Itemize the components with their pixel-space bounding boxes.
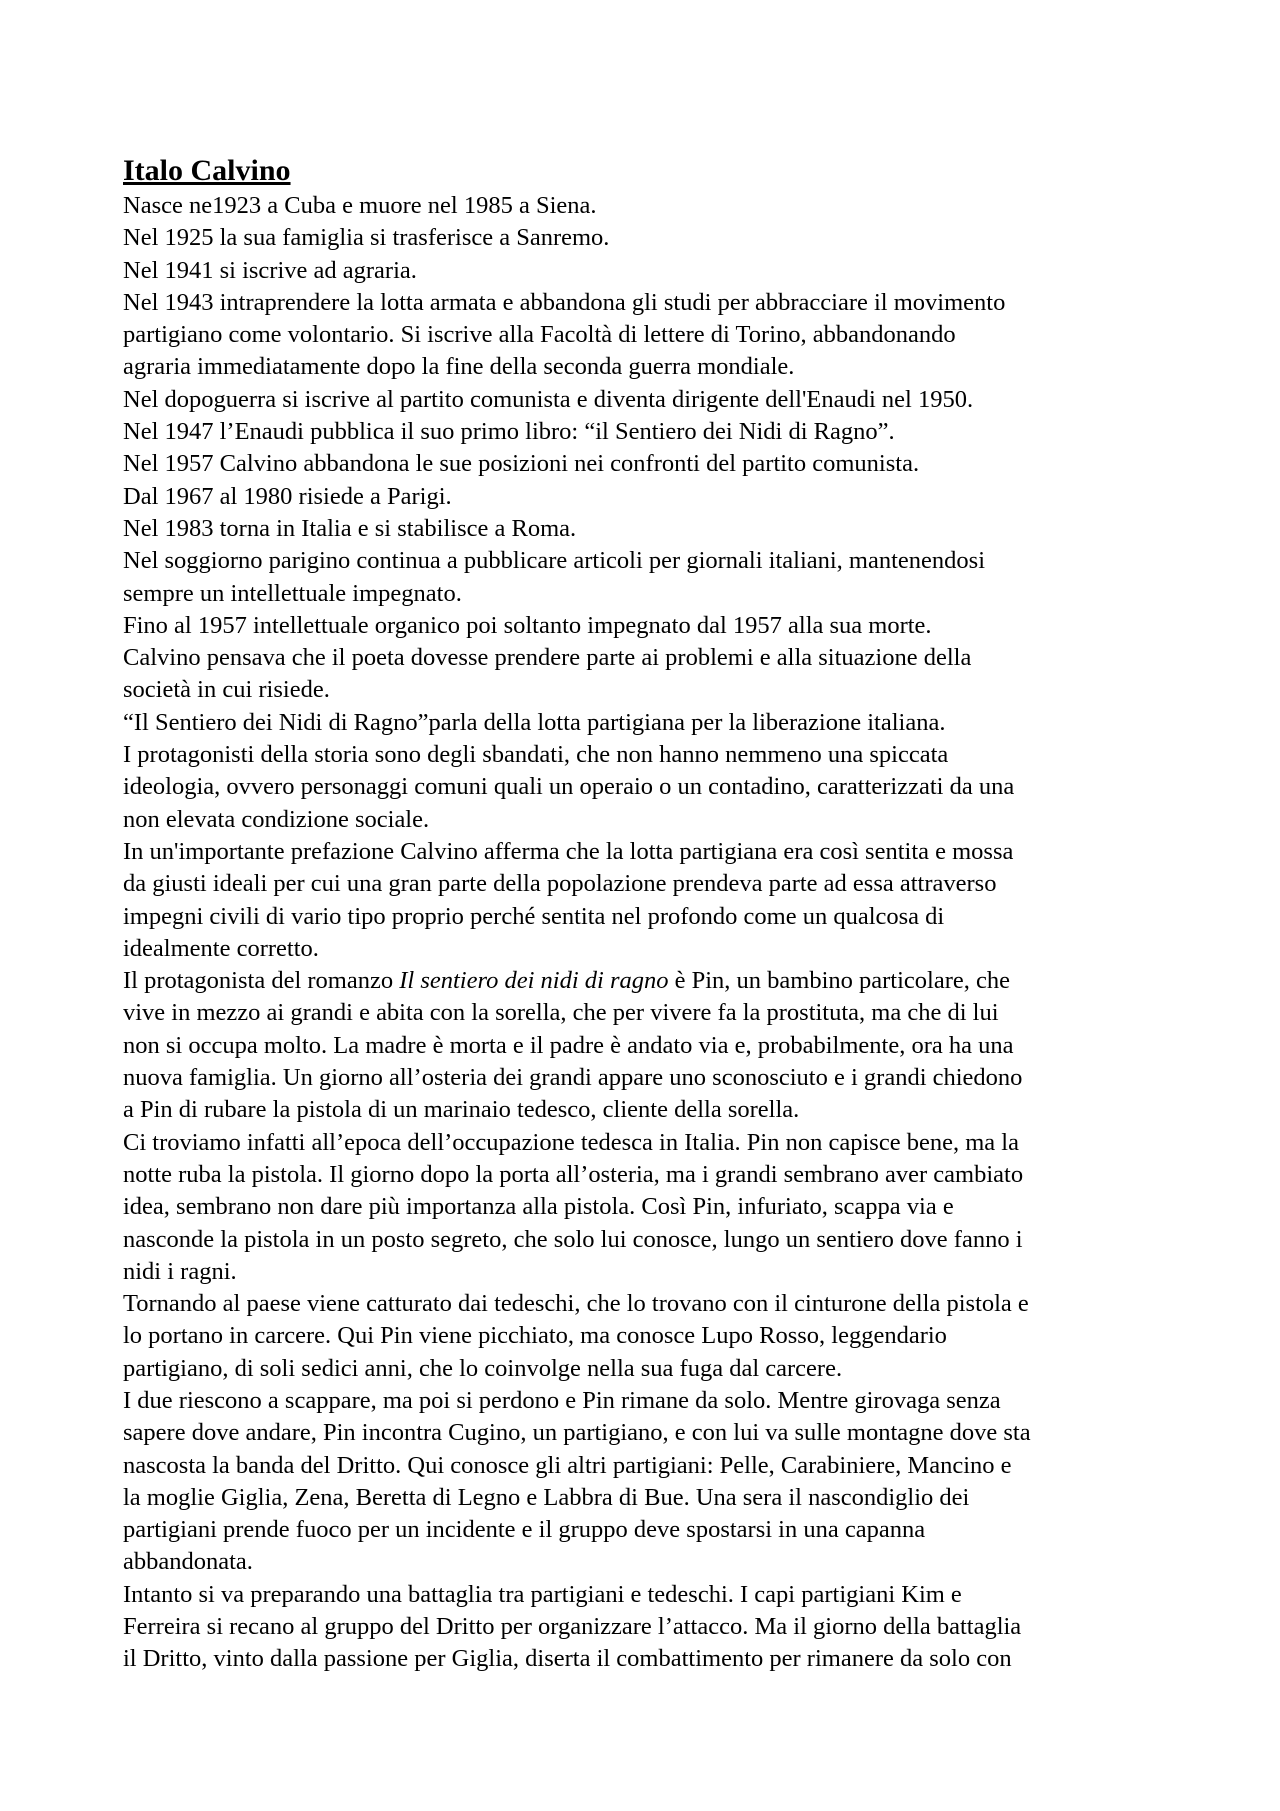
paragraph-organico: Fino al 1957 intellettuale organico poi soltanto impegnato dal 1957 alla sua morte. [123,611,932,639]
paragraph-carcere: Tornando al paese viene catturato dai tedeschi, che lo trovano con il cinturone della pistola e lo portano in carcere. Qui Pin viene picchiato, ma conosce Lupo Rosso, leggendario partigiano, di soli sedici anni, che lo coinvolge nella sua fuga dal carcere. [123,1290,1029,1382]
paragraph-birth: Nasce ne1923 a Cuba e muore nel 1985 a Siena. [123,192,597,219]
paragraph-1943: Nel 1943 intraprendere la lotta armata e abbandona gli studi per abbracciare il movimento partigiano come volontario. Si iscrive alla Facoltà di lettere di Torino, abbandonando agraria immediatamente dopo la fine della seconda guerra mondiale. [123,288,1006,381]
paragraph-protagonisti: I protagonisti della storia sono degli sbandati, che non hanno nemmeno una spiccata ideologia, ovvero personaggi comuni quali un operaio o un contadino, caratterizzati da una non elevata condizione sociale. [123,741,1015,833]
paragraph-battaglia: Intanto si va preparando una battaglia tra partigiani e tedeschi. I capi partigiani Kim e Ferreira si recano al gruppo del Dritto per organizzare l’attacco. Ma il giorno della battaglia il Dritto, vinto dalla passione per Giglia, diserta il combattimento per rimanere da solo con [123,1580,1022,1673]
paragraph-occupazione: Ci troviamo infatti all’epoca dell’occupazione tedesca in Italia. Pin non capisce bene, ma la notte ruba la pistola. Il giorno dopo la porta all’osteria, ma i grandi sembrano aver cambiato idea, sembrano non dare più importanza alla pistola. Così Pin, infuriato, scappa via e nasconde la pistola in un posto segreto, che solo lui conosce, lungo un sentiero dove fanno i nidi i ragni. [123,1128,1024,1285]
paragraph-dopoguerra: Nel dopoguerra si iscrive al partito comunista e diventa dirigente dell'Enaudi nel 1950. [123,385,974,413]
paragraph-prefazione: In un'importante prefazione Calvino afferma che la lotta partigiana era così sentita e mossa da giusti ideali per cui una gran parte della popolazione prendeva parte ad essa attraverso impegni civili di vario tipo proprio perché sentita nel profondo come un qualcosa di idealmente corretto. [123,837,1014,962]
protagonista-text-before: Il protagonista del romanzo [123,967,400,995]
paragraph-1947: Nel 1947 l’Enaudi pubblica il suo primo libro: “il Sentiero dei Nidi di Ragno”. [123,418,895,446]
paragraph-fuga: I due riescono a scappare, ma poi si perdono e Pin rimane da solo. Mentre girovaga senza sapere dove andare, Pin incontra Cugino, un partigiano, e con lui va sulle montagne dove sta nascosta la banda del Dritto. Qui conosce gli altri partigiani: Pelle, Carabiniere, Mancino e la moglie Giglia, Zena, Beretta di Legno e Labbra di Bue. Una sera il nascondiglio dei partigiani prende fuoco per un incidente e il gruppo deve spostarsi in una capanna abbandonata. [123,1386,1031,1576]
novel-title-italic: Il sentiero dei nidi di ragno [399,967,669,995]
paragraph-soggiorno: Nel soggiorno parigino continua a pubblicare articoli per giornali italiani, mantenendosi sempre un intellettuale impegnato. [123,547,986,607]
paragraph-roma: Nel 1983 torna in Italia e si stabilisce a Roma. [123,514,577,542]
document-title: Italo Calvino [123,154,291,187]
paragraph-protagonista [123,965,1173,1126]
paragraph-sentiero: “Il Sentiero dei Nidi di Ragno”parla della lotta partigiana per la liberazione italiana. [123,708,946,736]
protagonista-text-after: è Pin, un bambino particolare, che vive in mezzo ai grandi e abita con la sorella, che per vivere fa la prostituta, ma che di lui non si occupa molto. La madre è morta e il padre è andato via e, probabilmente, ora ha una nuova famiglia. Un giorno all’osteria dei grandi appare uno sconosciuto e i grandi chiedono a Pin di rubare la pistola di un marinaio tedesco, cliente della sorella. [123,967,1023,1124]
paragraph-agraria: Nel 1941 si iscrive ad agraria. [123,256,417,284]
paragraph-sanremo: Nel 1925 la sua famiglia si trasferisce a Sanremo. [123,224,610,252]
paragraph-parigi: Dal 1967 al 1980 risiede a Parigi. [123,482,452,510]
paragraph-poeta: Calvino pensava che il poeta dovesse prendere parte ai problemi e alla situazione della società in cui risiede. [123,644,972,704]
document-page [123,152,1173,1676]
paragraph-1957: Nel 1957 Calvino abbandona le sue posizioni nei confronti del partito comunista. [123,450,920,478]
